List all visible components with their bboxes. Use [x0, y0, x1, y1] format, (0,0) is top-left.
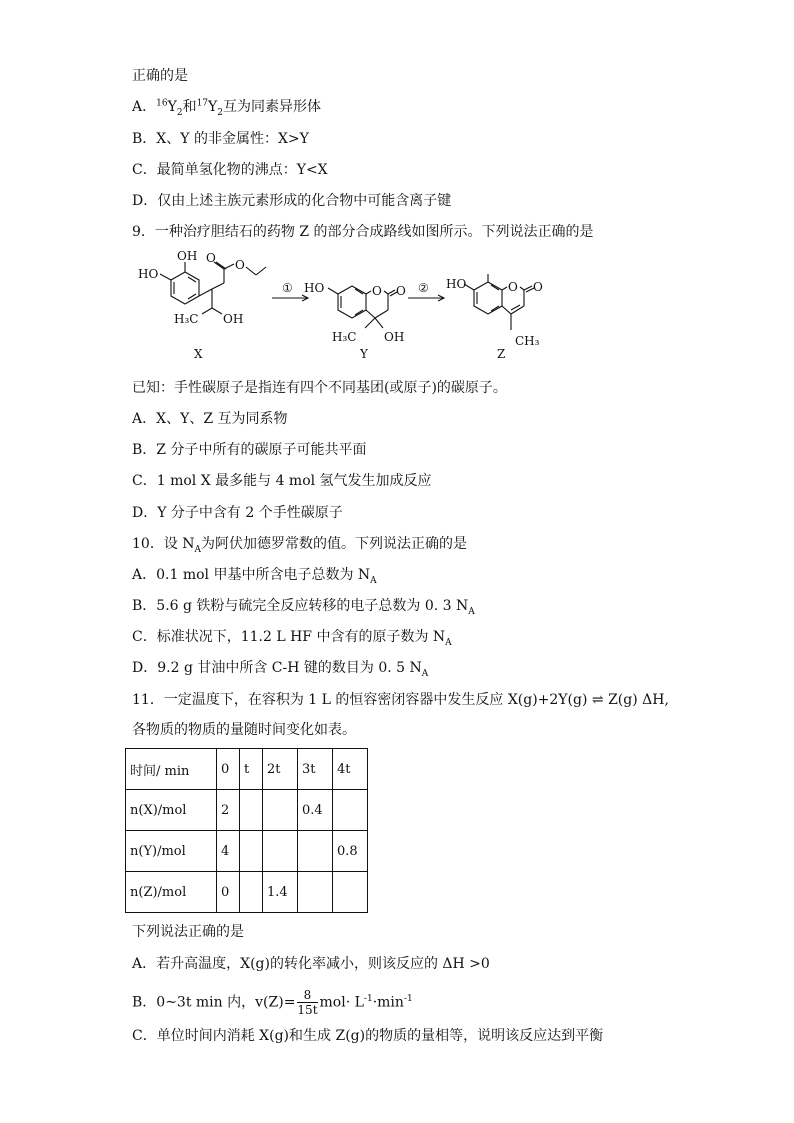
q8-option-d: D．仅由上述主族元素形成的化合物中可能含离子键	[132, 193, 452, 209]
connector-text: 和	[182, 99, 197, 115]
table-cell	[263, 831, 298, 872]
y-oh-label: OH	[384, 330, 405, 344]
q8-option-b: B．X、Y 的非金属性：X>Y	[132, 131, 309, 147]
q9-option-d: D．Y 分子中含有 2 个手性碳原子	[132, 505, 343, 521]
option-text: 互为同素异形体	[223, 99, 321, 115]
table-cell: 0.8	[333, 831, 368, 872]
q11-after-table: 下列说法正确的是	[132, 924, 244, 940]
x-oh-label: OH	[223, 312, 244, 326]
table-cell: 2	[217, 790, 240, 831]
x-h3c-label: H₃C	[174, 312, 199, 326]
element-symbol: Y	[167, 99, 177, 115]
table-header-cell: t	[240, 749, 263, 790]
table-cell	[298, 872, 333, 913]
isotope-mass: 16	[156, 98, 168, 109]
z-ho-label: HO	[446, 277, 467, 291]
subscript: 2	[217, 107, 223, 118]
q11-stem-line1: 11．一定温度下，在容积为 1 L 的恒容密闭容器中发生反应 X(g)+2Y(g) ⇌ Z(g) ΔH,	[132, 692, 669, 708]
z-ch3-label: CH₃	[515, 334, 540, 348]
option-text: B．5.6 g 铁粉与硫完全反应转移的电子总数为 0. 3 N	[132, 598, 469, 614]
subscript: 2	[176, 107, 183, 118]
table-cell	[240, 831, 263, 872]
table-header-cell: 时间/ min	[126, 749, 217, 790]
z-carbonyl-o-label: O	[533, 280, 543, 294]
table-row	[126, 872, 368, 913]
q11-option-a: A．若升高温度，X(g)的转化率减小，则该反应的 ΔH >0	[132, 956, 490, 972]
q10-option-a	[132, 566, 377, 584]
option-text: C．标准状况下，11.2 L HF 中含有的原子数为 N	[132, 629, 446, 645]
y-label: Y	[360, 347, 368, 361]
q8-stem-tail: 正确的是	[132, 68, 188, 84]
table-cell	[333, 872, 368, 913]
table-header-cell: 3t	[298, 749, 333, 790]
option-prefix: A．	[132, 99, 157, 115]
subscript: A	[421, 668, 429, 679]
q10-option-c	[132, 628, 452, 646]
q11-option-b	[132, 988, 413, 1017]
table-cell	[333, 790, 368, 831]
option-text: B．0~3t min 内，v(Z)=	[132, 994, 296, 1011]
table-cell: n(Z)/mol	[126, 872, 217, 913]
q9-stem: 9．一种治疗胆结石的药物 Z 的部分合成路线如图所示。下列说法正确的是	[132, 224, 594, 240]
subscript: A	[445, 637, 452, 648]
unit-text: mol· L	[319, 994, 364, 1011]
fraction	[297, 988, 317, 1017]
q11-option-c: C．单位时间内消耗 X(g)和生成 Z(g)的物质的量相等，说明该反应达到平衡	[132, 1028, 604, 1044]
table-row	[126, 831, 368, 872]
step-1-label: ①	[282, 281, 293, 295]
q9-known: 已知：手性碳原子是指连有四个不同基团(或原子)的碳原子。	[132, 380, 507, 396]
isotope-mass: 17	[196, 98, 209, 109]
step-2-label: ②	[418, 281, 429, 295]
y-h3c-label: H₃C	[332, 330, 357, 344]
table-header-row	[126, 749, 368, 790]
q10-option-b	[132, 597, 475, 615]
amount-time-table	[125, 748, 368, 913]
table-cell	[263, 790, 298, 831]
q9-option-b: B．Z 分子中所有的碳原子可能共平面	[132, 442, 367, 458]
option-text: A．0.1 mol 甲基中所含电子总数为 N	[132, 567, 371, 583]
subscript: A	[194, 544, 202, 555]
table-header-cell: 0	[217, 749, 240, 790]
synthesis-scheme	[130, 250, 690, 375]
element-symbol: Y	[208, 99, 218, 115]
fraction-numerator: 8	[297, 988, 317, 1003]
superscript: -1	[363, 993, 373, 1004]
table-cell	[240, 872, 263, 913]
z-ring-o-label: O	[508, 280, 518, 294]
table-header-cell: 4t	[333, 749, 368, 790]
x-ester-o-label: O	[235, 258, 245, 272]
table-cell: 0.4	[298, 790, 333, 831]
superscript: -1	[403, 993, 413, 1004]
q8-option-c: C．最简单氢化物的沸点：Y<X	[132, 162, 328, 178]
table-cell: 0	[217, 872, 240, 913]
y-ho-label: HO	[304, 281, 325, 295]
subscript: A	[468, 606, 475, 617]
subscript: A	[370, 575, 377, 586]
q9-option-a: A．X、Y、Z 互为同系物	[132, 411, 288, 427]
q9-option-c: C．1 mol X 最多能与 4 mol 氢气发生加成反应	[132, 473, 432, 489]
unit-text: ·min	[372, 994, 404, 1011]
table-cell: 1.4	[263, 872, 298, 913]
q10-stem	[132, 535, 467, 553]
x-oh-top-label: OH	[177, 250, 198, 263]
x-carbonyl-o-label: O	[206, 251, 216, 265]
q11-stem-line2: 各物质的物质的量随时间变化如表。	[132, 722, 356, 738]
table-row	[126, 790, 368, 831]
option-text: D．9.2 g 甘油中所含 C-H 键的数目为 0. 5 N	[132, 660, 422, 676]
table-header-cell: 2t	[263, 749, 298, 790]
stem-text: 为阿伏加德罗常数的值。下列说法正确的是	[201, 536, 468, 552]
x-ho-label: HO	[138, 267, 159, 281]
y-ring-o-label: O	[372, 284, 382, 298]
table-cell: n(Y)/mol	[126, 831, 217, 872]
stem-text: 10．设 N	[132, 536, 195, 552]
table-cell	[298, 831, 333, 872]
x-label: X	[194, 347, 203, 361]
table-cell: n(X)/mol	[126, 790, 217, 831]
q8-option-a	[132, 98, 321, 116]
table-cell: 4	[217, 831, 240, 872]
y-carbonyl-o-label: O	[396, 284, 406, 298]
z-label: Z	[497, 347, 506, 361]
fraction-denominator: 15t	[297, 1003, 318, 1017]
table-cell	[240, 790, 263, 831]
q10-option-d	[132, 659, 428, 677]
